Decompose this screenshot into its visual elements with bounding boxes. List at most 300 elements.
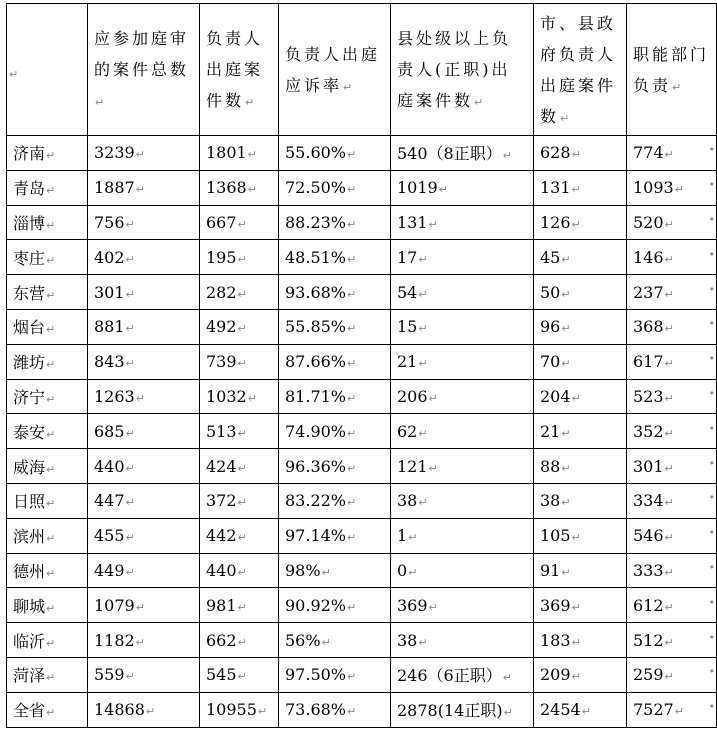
cell-value: 56% — [285, 630, 321, 650]
value-cell — [391, 344, 534, 379]
cell-end-mark: ↵ — [321, 635, 331, 649]
row-end-mark: • — [708, 630, 715, 644]
cell-value: 91 — [540, 560, 561, 580]
cell-value: 492 — [206, 317, 237, 337]
header-cell-5 — [534, 4, 627, 136]
cell-end-mark: ↵ — [418, 252, 428, 266]
row-end-mark: • — [708, 421, 715, 435]
cell-end-mark: ↵ — [347, 183, 357, 197]
value-cell — [391, 553, 534, 588]
cell-end-mark: ↵ — [95, 96, 108, 109]
cell-value: 1093 — [633, 178, 674, 198]
cell-end-mark: ↵ — [561, 322, 571, 336]
cell-end-mark: ↵ — [347, 148, 357, 162]
cell-value: 62 — [397, 421, 418, 441]
cell-value: 146 — [633, 247, 664, 267]
cell-end-mark: ↵ — [561, 496, 571, 510]
cell-end-mark: ↵ — [418, 635, 428, 649]
table-row — [7, 379, 717, 414]
header-text: 职能部门负责 — [633, 44, 710, 95]
cell-value: 45 — [540, 247, 561, 267]
header-text: 市、县政府负责人出庭案件数 — [540, 13, 617, 126]
table-row — [7, 553, 717, 588]
cell-end-mark: ↵ — [561, 357, 571, 371]
cell-value: 131 — [397, 212, 428, 232]
region-name: 东营 — [13, 283, 46, 303]
cell-value: 90.92% — [285, 595, 347, 615]
cell-value: 0 — [397, 560, 408, 580]
cell-end-mark: ↵ — [674, 183, 684, 197]
value-cell — [88, 553, 200, 588]
cell-value: 447 — [94, 491, 125, 511]
cell-end-mark: ↵ — [135, 635, 145, 649]
cell-end-mark: ↵ — [247, 391, 257, 405]
value-cell — [200, 309, 279, 344]
cell-end-mark: ↵ — [502, 671, 512, 685]
cell-value: 50 — [540, 282, 561, 302]
cell-end-mark: ↵ — [46, 323, 56, 337]
cell-end-mark: ↵ — [237, 461, 247, 475]
value-cell — [534, 692, 627, 727]
cell-end-mark: ↵ — [237, 600, 247, 614]
cell-value: 369 — [397, 595, 428, 615]
cell-end-mark: ↵ — [664, 252, 674, 266]
cell-value: 126 — [540, 212, 571, 232]
cell-value: 3239 — [94, 143, 135, 163]
value-cell — [88, 275, 200, 310]
cell-end-mark: ↵ — [428, 461, 438, 475]
cell-end-mark: ↵ — [581, 705, 591, 719]
row-end-mark: • — [708, 247, 715, 261]
value-cell — [627, 240, 717, 275]
cell-value: 545 — [206, 665, 237, 685]
cell-end-mark: ↵ — [125, 252, 135, 266]
cell-value: 55.60% — [285, 143, 347, 163]
value-cell — [534, 623, 627, 658]
cell-value: 1368 — [206, 178, 247, 198]
cell-end-mark: ↵ — [125, 322, 135, 336]
cell-end-mark: ↵ — [237, 635, 247, 649]
value-cell — [627, 588, 717, 623]
cell-value: 73.68% — [285, 700, 347, 720]
cell-value: 1079 — [94, 595, 135, 615]
cell-end-mark: ↵ — [125, 565, 135, 579]
cell-end-mark: ↵ — [571, 183, 581, 197]
cell-end-mark: ↵ — [237, 565, 247, 579]
region-cell — [7, 205, 88, 240]
header-cell-2 — [200, 4, 279, 136]
row-end-mark: • — [708, 317, 715, 331]
value-cell — [627, 449, 717, 484]
cell-end-mark: ↵ — [571, 148, 581, 162]
value-cell — [88, 657, 200, 692]
table-row — [7, 170, 717, 205]
cell-end-mark: ↵ — [347, 531, 357, 545]
table-row — [7, 240, 717, 275]
value-cell — [279, 692, 391, 727]
cell-value: 195 — [206, 247, 237, 267]
cell-end-mark: ↵ — [46, 218, 56, 232]
cell-end-mark: ↵ — [125, 217, 135, 231]
row-end-mark: • — [708, 282, 715, 296]
cell-end-mark: ↵ — [135, 148, 145, 162]
cell-value: 98% — [285, 560, 321, 580]
cell-end-mark: ↵ — [561, 287, 571, 301]
cell-end-mark: ↵ — [125, 357, 135, 371]
value-cell — [627, 657, 717, 692]
cell-value: 88.23% — [285, 212, 347, 232]
cell-end-mark: ↵ — [664, 217, 674, 231]
cell-end-mark: ↵ — [46, 532, 56, 546]
cell-value: 237 — [633, 282, 664, 302]
value-cell — [88, 518, 200, 553]
value-cell — [88, 449, 200, 484]
value-cell — [200, 623, 279, 658]
cell-value: 512 — [633, 630, 664, 650]
header-cell-6 — [627, 4, 717, 136]
cell-end-mark: ↵ — [245, 96, 258, 109]
cell-value: 282 — [206, 282, 237, 302]
cell-value: 38 — [540, 491, 561, 511]
cell-end-mark: ↵ — [664, 391, 674, 405]
cell-value: 246（6正职） — [397, 666, 502, 686]
cell-end-mark: ↵ — [664, 531, 674, 545]
value-cell — [391, 692, 534, 727]
value-cell — [88, 588, 200, 623]
cell-value: 48.51% — [285, 247, 347, 267]
statistics-table — [6, 3, 717, 728]
cell-end-mark: ↵ — [418, 322, 428, 336]
cell-end-mark: ↵ — [237, 322, 247, 336]
cell-value: 10955 — [206, 700, 257, 720]
cell-value: 881 — [94, 317, 125, 337]
cell-value: 1887 — [94, 178, 135, 198]
cell-value: 87.66% — [285, 352, 347, 372]
cell-end-mark: ↵ — [418, 426, 428, 440]
cell-end-mark: ↵ — [664, 426, 674, 440]
cell-value: 523 — [633, 386, 664, 406]
value-cell — [88, 205, 200, 240]
cell-end-mark: ↵ — [46, 706, 56, 720]
cell-end-mark: ↵ — [347, 252, 357, 266]
cell-end-mark: ↵ — [571, 670, 581, 684]
value-cell — [200, 170, 279, 205]
cell-end-mark: ↵ — [237, 217, 247, 231]
value-cell — [279, 275, 391, 310]
region-name: 枣庄 — [13, 248, 46, 268]
cell-value: 1019 — [397, 178, 438, 198]
cell-end-mark: ↵ — [347, 391, 357, 405]
header-cell-0 — [7, 4, 88, 136]
value-cell — [88, 379, 200, 414]
value-cell — [279, 205, 391, 240]
value-cell — [534, 240, 627, 275]
cell-value: 424 — [206, 456, 237, 476]
value-cell — [200, 553, 279, 588]
cell-end-mark: ↵ — [428, 217, 438, 231]
cell-end-mark: ↵ — [237, 252, 247, 266]
value-cell — [88, 483, 200, 518]
header-row — [7, 4, 717, 136]
region-name: 济南 — [13, 144, 46, 164]
cell-end-mark: ↵ — [664, 322, 674, 336]
region-name: 淄博 — [13, 213, 46, 233]
cell-end-mark: ↵ — [46, 497, 56, 511]
cell-value: 2454 — [540, 700, 581, 720]
cell-value: 301 — [94, 282, 125, 302]
table-row — [7, 344, 717, 379]
region-cell — [7, 553, 88, 588]
cell-end-mark: ↵ — [125, 461, 135, 475]
value-cell — [534, 449, 627, 484]
value-cell — [534, 344, 627, 379]
value-cell — [279, 553, 391, 588]
cell-end-mark: ↵ — [428, 600, 438, 614]
region-name: 日照 — [13, 492, 46, 512]
cell-end-mark: ↵ — [418, 496, 428, 510]
cell-end-mark: ↵ — [237, 357, 247, 371]
cell-value: 442 — [206, 526, 237, 546]
cell-value: 38 — [397, 491, 418, 511]
cell-end-mark: ↵ — [125, 287, 135, 301]
value-cell — [534, 275, 627, 310]
cell-value: 756 — [94, 212, 125, 232]
cell-end-mark: ↵ — [418, 287, 428, 301]
table-row — [7, 275, 717, 310]
cell-value: 1263 — [94, 386, 135, 406]
cell-end-mark: ↵ — [46, 253, 56, 267]
region-cell — [7, 623, 88, 658]
value-cell — [391, 240, 534, 275]
table-row — [7, 588, 717, 623]
cell-value: 1801 — [206, 143, 247, 163]
cell-value: 183 — [540, 630, 571, 650]
cell-end-mark: ↵ — [664, 496, 674, 510]
value-cell — [200, 588, 279, 623]
value-cell — [200, 240, 279, 275]
region-cell — [7, 657, 88, 692]
value-cell — [534, 657, 627, 692]
value-cell — [391, 483, 534, 518]
row-end-mark: • — [708, 386, 715, 400]
value-cell — [279, 170, 391, 205]
cell-value: 209 — [540, 665, 571, 685]
row-end-mark: • — [708, 665, 715, 679]
table-row — [7, 136, 717, 171]
cell-end-mark: ↵ — [347, 217, 357, 231]
row-end-mark: • — [708, 143, 715, 157]
cell-end-mark: ↵ — [571, 531, 581, 545]
value-cell — [627, 275, 717, 310]
value-cell — [391, 657, 534, 692]
value-cell — [200, 692, 279, 727]
table-row — [7, 414, 717, 449]
cell-value: 131 — [540, 178, 571, 198]
value-cell — [391, 449, 534, 484]
value-cell — [627, 692, 717, 727]
cell-end-mark: ↵ — [571, 391, 581, 405]
cell-end-mark: ↵ — [135, 391, 145, 405]
cell-value: 121 — [397, 456, 428, 476]
value-cell — [534, 309, 627, 344]
cell-end-mark: ↵ — [46, 462, 56, 476]
value-cell — [279, 588, 391, 623]
table-row — [7, 449, 717, 484]
value-cell — [534, 483, 627, 518]
value-cell — [88, 170, 200, 205]
cell-end-mark: ↵ — [408, 565, 418, 579]
value-cell — [627, 136, 717, 171]
cell-end-mark: ↵ — [560, 111, 573, 125]
cell-value: 981 — [206, 595, 237, 615]
value-cell — [627, 344, 717, 379]
cell-value: 70 — [540, 352, 561, 372]
cell-value: 15 — [397, 317, 418, 337]
cell-value: 38 — [397, 630, 418, 650]
cell-value: 455 — [94, 526, 125, 546]
region-name: 泰安 — [13, 422, 46, 442]
cell-value: 440 — [206, 560, 237, 580]
region-name: 德州 — [13, 561, 46, 581]
cell-end-mark: ↵ — [664, 357, 674, 371]
cell-end-mark: ↵ — [46, 184, 56, 198]
region-cell — [7, 588, 88, 623]
region-name: 聊城 — [13, 596, 46, 616]
row-end-mark: • — [708, 212, 715, 226]
value-cell — [88, 309, 200, 344]
cell-value: 333 — [633, 560, 664, 580]
cell-value: 88 — [540, 456, 561, 476]
cell-end-mark: ↵ — [135, 600, 145, 614]
cell-end-mark: ↵ — [438, 183, 448, 197]
value-cell — [200, 483, 279, 518]
cell-end-mark: ↵ — [561, 565, 571, 579]
region-cell — [7, 275, 88, 310]
cell-end-mark: ↵ — [46, 671, 56, 685]
cell-end-mark: ↵ — [135, 183, 145, 197]
value-cell — [534, 588, 627, 623]
cell-value: 369 — [540, 595, 571, 615]
table-row — [7, 623, 717, 658]
value-cell — [534, 414, 627, 449]
value-cell — [279, 518, 391, 553]
cell-value: 81.71% — [285, 386, 347, 406]
value-cell — [200, 136, 279, 171]
value-cell — [200, 344, 279, 379]
row-end-mark: • — [708, 178, 715, 192]
value-cell — [279, 309, 391, 344]
cell-value: 628 — [540, 143, 571, 163]
cell-end-mark: ↵ — [561, 426, 571, 440]
value-cell — [627, 553, 717, 588]
cell-end-mark: ↵ — [46, 288, 56, 302]
value-cell — [88, 692, 200, 727]
table-row — [7, 483, 717, 518]
row-end-mark: • — [708, 456, 715, 470]
value-cell — [391, 275, 534, 310]
cell-value: 352 — [633, 421, 664, 441]
region-cell — [7, 379, 88, 414]
cell-end-mark: ↵ — [46, 636, 56, 650]
cell-end-mark: ↵ — [347, 287, 357, 301]
cell-end-mark: ↵ — [46, 566, 56, 580]
cell-end-mark: ↵ — [672, 80, 685, 94]
cell-end-mark: ↵ — [125, 426, 135, 440]
region-cell — [7, 518, 88, 553]
cell-value: 96.36% — [285, 456, 347, 476]
header-text: 应参加庭审的案件总数 — [94, 29, 190, 79]
cell-end-mark: ↵ — [561, 461, 571, 475]
value-cell — [391, 205, 534, 240]
cell-value: 21 — [397, 352, 418, 372]
header-text: 负责人出庭应诉率 — [285, 44, 381, 95]
value-cell — [200, 414, 279, 449]
value-cell — [200, 275, 279, 310]
cell-value: 739 — [206, 352, 237, 372]
table-row — [7, 205, 717, 240]
value-cell — [88, 623, 200, 658]
value-cell — [534, 205, 627, 240]
cell-value: 7527 — [633, 700, 674, 720]
cell-value: 334 — [633, 491, 664, 511]
cell-value: 612 — [633, 595, 664, 615]
cell-end-mark: ↵ — [347, 322, 357, 336]
cell-end-mark: ↵ — [247, 183, 257, 197]
cell-value: 372 — [206, 491, 237, 511]
region-name: 青岛 — [13, 179, 46, 199]
value-cell — [627, 518, 717, 553]
cell-value: 667 — [206, 212, 237, 232]
header-cell-3 — [279, 4, 391, 136]
region-cell — [7, 309, 88, 344]
value-cell — [534, 379, 627, 414]
region-name: 烟台 — [13, 318, 46, 338]
cell-value: 83.22% — [285, 491, 347, 511]
header-text: 负责人出庭案件数 — [206, 29, 264, 110]
row-end-mark: • — [708, 491, 715, 505]
cell-end-mark: ↵ — [9, 68, 19, 81]
cell-end-mark: ↵ — [237, 531, 247, 545]
cell-value: 1182 — [94, 630, 135, 650]
value-cell — [627, 170, 717, 205]
region-name: 潍坊 — [13, 353, 46, 373]
cell-value: 1 — [397, 526, 408, 546]
cell-end-mark: ↵ — [347, 705, 357, 719]
cell-end-mark: ↵ — [571, 635, 581, 649]
cell-end-mark: ↵ — [503, 706, 513, 720]
value-cell — [391, 309, 534, 344]
value-cell — [627, 414, 717, 449]
value-cell — [534, 170, 627, 205]
value-cell — [534, 518, 627, 553]
table-row — [7, 309, 717, 344]
value-cell — [391, 170, 534, 205]
table-row — [7, 518, 717, 553]
cell-value: 520 — [633, 212, 664, 232]
value-cell — [627, 483, 717, 518]
cell-value: 540（8正职） — [397, 144, 502, 164]
cell-end-mark: ↵ — [664, 635, 674, 649]
region-name: 济宁 — [13, 387, 46, 407]
value-cell — [534, 136, 627, 171]
cell-end-mark: ↵ — [561, 252, 571, 266]
cell-value: 546 — [633, 526, 664, 546]
value-cell — [534, 553, 627, 588]
cell-value: 402 — [94, 247, 125, 267]
value-cell — [279, 136, 391, 171]
value-cell — [200, 449, 279, 484]
value-cell — [391, 588, 534, 623]
